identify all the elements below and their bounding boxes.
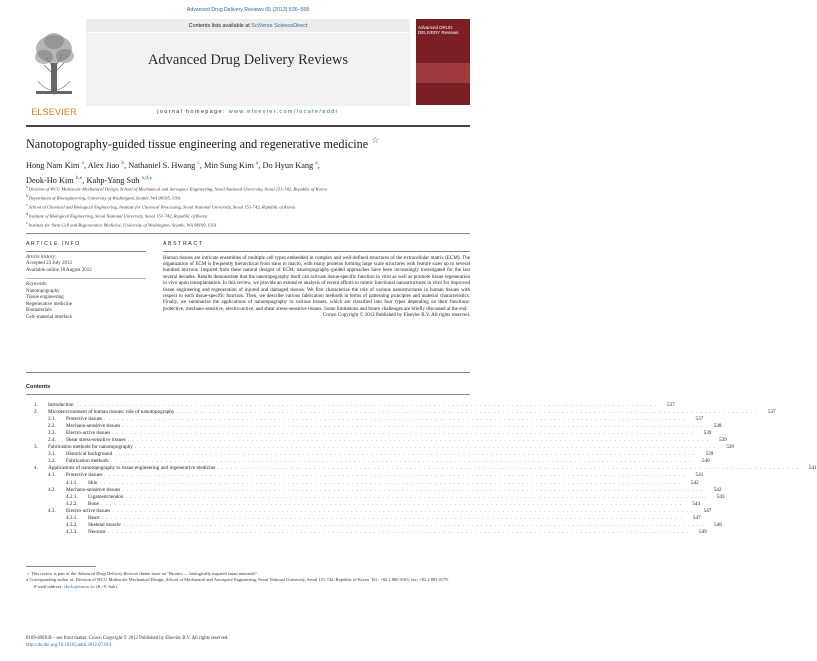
affiliation-item: [26, 220, 470, 229]
affiliations: [26, 184, 470, 229]
abstract-heading: ABSTRACT: [163, 241, 204, 247]
toc-row[interactable]: [26, 514, 701, 522]
journal-citation-header[interactable]: Advanced Drug Delivery Reviews 65 (2013) 536–558: [186, 7, 310, 13]
toc-title[interactable]: Heart: [88, 514, 100, 521]
journal-cover-image[interactable]: [416, 19, 470, 105]
toc-leader-dots: . . . . . . . . . . . . . . . . . . . . . . . . . . . . . . . . . . . . . . . . . . . . . . . . . . . . . . . . . . . . . . . . . . . . . . . . . . . . . . . . . . . . . . . . . . . . . . . . . . . . . . . . . . . . . . . . . . . . . . . . . . . . . . .: [122, 486, 704, 493]
author-affiliation-mark[interactable]: c: [197, 160, 200, 166]
toc-number: 4.2.: [48, 486, 56, 493]
toc-number: 1.: [34, 402, 38, 408]
toc-row[interactable]: [26, 486, 722, 494]
toc-leader-dots: . . . . . . . . . . . . . . . . . . . . . . . . . . . . . . . . . . . . . . . . . . . . . . . . . . . . . . . . . . . . . . . . . . . . . . . . . . . . . . . . . . . . . . . . . . . . . . . . . . . . . . . . . . . . . . . . . . . . . . . . . . . . . . .: [110, 458, 692, 465]
toc-row[interactable]: [26, 493, 725, 501]
author-name[interactable]: Hong Nam Kim: [26, 160, 82, 170]
toc-number: 4.2.1.: [66, 493, 78, 500]
author-affiliation-mark[interactable]: a: [315, 160, 318, 166]
author-affiliation-mark[interactable]: b,e: [75, 175, 83, 182]
toc-row[interactable]: [26, 430, 712, 437]
toc-leader-dots: . . . . . . . . . . . . . . . . . . . . . . . . . . . . . . . . . . . . . . . . . . . . . . . . . . . . . . . . . . . . . . . . . . . . . . . . . . . . . . . . . . . . . . . . . . . . . . . . . . . . . . . . . . . . . . . . . . . . . . . . . . . . . . .: [112, 507, 694, 514]
author-affiliation-mark[interactable]: a,d,⁎: [141, 175, 153, 182]
author-name[interactable]: Min Sung Kim: [204, 160, 256, 170]
toc-row[interactable]: [26, 444, 734, 451]
toc-leader-dots: . . . . . . . . . . . . . . . . . . . . . . . . . . . . . . . . . . . . . . . . . . . . . . . . . . . . . . . . . . . . . . . . . . . . . . . . . . . . . . . . . . . . . . . . . . . . . . . . . . . . . . . . . . . . . . . . . . . . . . . . . . . . . . .: [100, 500, 683, 507]
toc-leader-dots: . . . . . . . . . . . . . . . . . . . . . . . . . . . . . . . . . . . . . . . . . . . . . . . . . . . . . . . . . . . . . . . . . . . . . . . . . . . . . . . . . . . . . . . . . . . . . . . . . . . . . . . . . . . . . . . . . . . . . . . . . . . . . . .: [101, 514, 683, 521]
email-footnote: [26, 584, 470, 590]
contents-rule: [26, 394, 470, 395]
toc-title[interactable]: Protective tissues: [66, 416, 103, 423]
toc-number: 2.4.: [48, 437, 56, 444]
footnote-asterisk-icon: ⁎: [26, 577, 29, 583]
toc-number: 4.2.2.: [66, 500, 78, 507]
publisher-logo[interactable]: [26, 19, 82, 122]
toc-number: 2.: [34, 409, 38, 416]
cover-band: [416, 63, 470, 83]
homepage-prefix: journal homepage:: [157, 109, 229, 115]
toc-page-number[interactable]: 539: [718, 437, 727, 444]
toc-number: 4.1.1.: [66, 479, 78, 486]
author-separator: ,: [124, 160, 129, 170]
toc-page-number[interactable]: 537: [767, 409, 776, 416]
journal-title: Advanced Drug Delivery Reviews: [147, 52, 349, 68]
toc-row[interactable]: [26, 500, 701, 508]
contents-heading: Contents: [26, 384, 51, 390]
toc-page-number[interactable]: 548: [714, 521, 722, 528]
author-affiliation-mark[interactable]: b: [121, 160, 125, 166]
abstract-copyright: Crown Copyright © 2012 Published by Elsevier B.V. All rights reserved.: [322, 312, 470, 319]
article-history: [26, 255, 146, 275]
author-list: [26, 157, 470, 188]
abstract-section: [163, 241, 470, 319]
keyword-item: Biomaterials: [26, 308, 52, 314]
toc-title[interactable]: Skeletal muscle: [88, 521, 121, 528]
toc-page-number[interactable]: 539: [705, 451, 714, 458]
corresponding-text: Corresponding author at: Division of WCU Multiscale Mechanical Design, School of Mechanical and Aerospace Engineering, Seoul National University, Seoul 151-742, Republic of Korea. Tel.: +82 2 880 9103; fax: +82 2 883 0179.: [29, 577, 449, 583]
toc-leader-dots: . . . . . . . . . . . . . . . . . . . . . . . . . . . . . . . . . . . . . . . . . . . . . . . . . . . . . . . . . . . . . . . . . . . . . . . . . . . . . . . . . . . . . . . . . . . . . . . . . . . . . . . . . . . . . . . . . . . . . . . . . . . . . . .: [112, 430, 694, 437]
affiliation-text: Institute of Biological Engineering, Seoul National University, Seoul 151-742, Republic of Korea: [28, 213, 208, 219]
toc-page-number[interactable]: 547: [692, 514, 701, 521]
toc-leader-dots: . . . . . . . . . . . . . . . . . . . . . . . . . . . . . . . . . . . . . . . . . . . . . . . . . . . . . . . . . . . . . . . . . . . . . . . . . . . . . . . . . . . . . . . . . . . . . . . . . . . . . . . . . . . . . . . . . . . . . . . . . . . . . . .: [104, 472, 686, 479]
author-separator: ,: [82, 176, 87, 186]
keyword-item: Tissue engineering: [26, 295, 64, 301]
star-note-prefix: This review is part of the: [31, 571, 78, 576]
toc-number: 2.2.: [48, 423, 56, 430]
journal-homepage-line: [86, 109, 410, 115]
toc-number: 4.3.: [48, 507, 56, 514]
affiliation-mark: c: [26, 203, 29, 208]
toc-leader-dots: . . . . . . . . . . . . . . . . . . . . . . . . . . . . . . . . . . . . . . . . . . . . . . . . . . . . . . . . . . . . . . . . . . . . . . . . . . . . . . . . . . . . . . . . . . . . . . . . . . . . . . . . . . . . . . . . . . . . . . . . . . . . . . .: [134, 444, 716, 451]
toc-title[interactable]: Fabrication methods for nanotopography: [48, 444, 133, 451]
article-info: [26, 241, 146, 322]
toc-page-number[interactable]: 541: [695, 472, 704, 479]
author-name[interactable]: Deok-Ho Kim: [26, 176, 76, 186]
author-affiliation-mark[interactable]: a: [255, 160, 259, 166]
affiliation-text: Institute for Stem Cell and Regenerative Medicine, University of Washington, Seattle, WA 98109, USA: [28, 222, 217, 228]
toc-page-number[interactable]: 541: [808, 465, 817, 472]
elsevier-tree-icon: [32, 29, 76, 97]
email-suffix: (K.-Y. Suh).: [94, 583, 119, 589]
contents-prefix: Contents lists available at: [188, 22, 252, 29]
issn-line: 0169-409X/$ – see front matter. Crown Copyright © 2012 Published by Elsevier B.V. All rights reserved.: [26, 636, 229, 641]
toc-number: 3.: [34, 444, 38, 451]
toc-page-number[interactable]: 539: [726, 444, 734, 451]
toc-row[interactable]: [26, 451, 714, 458]
contents-available-line: [86, 19, 410, 32]
toc-leader-dots: . . . . . . . . . . . . . . . . . . . . . . . . . . . . . . . . . . . . . . . . . . . . . . . . . . . . . . . . . . . . . . . . . . . . . . . . . . . . . . . . . . . . . . . . . . . . . . . . . . . . . . . . . . . . . . . . . . . . . . . . . . . . . . .: [125, 493, 707, 500]
toc-page-number[interactable]: 540: [701, 458, 710, 465]
toc-title[interactable]: Neurons: [88, 528, 106, 535]
keyword-item: Regenerative medicine: [26, 301, 72, 307]
toc-title[interactable]: Protective tissues: [66, 472, 103, 479]
affiliation-item: [26, 202, 470, 211]
toc-number: 2.3.: [48, 430, 56, 437]
toc-row[interactable]: [26, 416, 704, 423]
author-affiliation-mark[interactable]: a: [81, 160, 84, 166]
toc-number: 4.3.3.: [66, 528, 78, 535]
affiliation-mark: e: [26, 221, 29, 226]
email-link[interactable]: sky4u@snu.ac.kr: [63, 583, 95, 589]
affiliation-item: [26, 184, 470, 193]
toc-title[interactable]: Electro-active tissues: [66, 507, 111, 514]
journal-header: [26, 19, 470, 122]
affiliations-divider: [26, 233, 470, 234]
affiliation-text: School of Chemical and Biological Engineering, Institute for Chemical Processing, Seoul National University, Seoul 151-742, Republic of Korea: [28, 204, 296, 210]
journal-masthead: [86, 19, 410, 122]
toc-page-number[interactable]: 549: [698, 528, 707, 535]
article-title-text: Nanotopography-guided tissue engineering and regenerative medicine: [26, 137, 369, 152]
toc-row[interactable]: [26, 521, 722, 529]
toc-page-number[interactable]: 547: [703, 507, 712, 514]
toc-title[interactable]: Mechano-sensitive tissues: [66, 423, 121, 430]
toc-leader-dots: . . . . . . . . . . . . . . . . . . . . . . . . . . . . . . . . . . . . . . . . . . . . . . . . . . . . . . . . . . . . . . . . . . . . . . . . . . . . . . . . . . . . . . . . . . . . . . . . . . . . . . . . . . . . . . . . . . . . . . . . . . . . . . .: [176, 409, 758, 416]
toc-row[interactable]: [26, 409, 776, 416]
email-label: E-mail address:: [34, 583, 64, 589]
toc-row[interactable]: [26, 402, 675, 409]
affiliation-mark: a: [26, 185, 29, 189]
footnote-star-icon: ☆: [26, 571, 31, 576]
abstract-text: Human tissues are intricate ensembles of multiple cell types embedded in complex and well-defined structures of the extracellular matrix (ECM). The organization of ECM is frequently hierarchical from nano to macro, with many proteins forming large scale structures with feature sizes up to several hundred microns. Inspired from these natural designs of ECM, nanotopography-guided approaches have been increasingly investigated for the last several decades. Results demonstrate that the nanotopography itself can activate tissue-specific function in vitro as well as promote tissue regeneration in vivo upon transplantation. In this review, we provide an extensive analysis of recent efforts to mimic functional nanostructures in vitro for improved tissue engineering and regeneration of injured and damaged tissues. We first characterize the role of various nanostructures in human tissues with respect to each tissue-specific function. Then, we describe various fabrication methods in terms of patterning principles and material characteristics. Finally, we summarize the applications of nanotopography to various tissues, which are classified into four types depending on their functions: protective, mechano-sensitive, electro-active, and shear stress-sensitive tissues. Some limitations and future challenges are briefly discussed at the end.: [163, 254, 470, 312]
toc-number: 4.1.: [48, 472, 56, 479]
affiliation-text: Division of WCU Multiscale Mechanical Design, School of Mechanical and Aerospace Engineering, Seoul National University, Seoul 151-742, Republic of Korea: [28, 186, 327, 192]
cover-title: Advanced DRUG DELIVERY Reviews: [418, 25, 459, 36]
toc-title[interactable]: Ligament/tendon: [88, 493, 124, 500]
toc-title[interactable]: Bone: [88, 500, 99, 507]
sciencedirect-link[interactable]: SciVerse ScienceDirect: [251, 22, 308, 29]
toc-title[interactable]: Historical background: [66, 451, 113, 458]
history-label: Article history:: [26, 254, 57, 260]
elsevier-wordmark: ELSEVIER: [31, 107, 77, 117]
toc-title[interactable]: Mechano-sensitive tissues: [66, 486, 121, 493]
keywords-list: [26, 289, 146, 322]
author-name[interactable]: Nathaniel S. Hwang: [128, 160, 198, 170]
toc-page-number[interactable]: 543: [716, 493, 725, 500]
toc-leader-dots: . . . . . . . . . . . . . . . . . . . . . . . . . . . . . . . . . . . . . . . . . . . . . . . . . . . . . . . . . . . . . . . . . . . . . . . . . . . . . . . . . . . . . . . . . . . . . . . . . . . . . . . . . . . . . . . . . . . . . . . . . . . . . . .: [104, 416, 686, 423]
keywords-label: Keywords:: [26, 281, 48, 287]
toc-leader-dots: . . . . . . . . . . . . . . . . . . . . . . . . . . . . . . . . . . . . . . . . . . . . . . . . . . . . . . . . . . . . . . . . . . . . . . . . . . . . . . . . . . . . . . . . . . . . . . . . . . . . . . . . . . . . . . . . . . . . . . . . . . . . . . .: [99, 479, 681, 486]
toc-row[interactable]: [26, 507, 712, 515]
toc-row[interactable]: [26, 472, 704, 479]
star-note-journal: Advanced Drug Delivery Reviews: [77, 571, 139, 576]
abstract-divider: [26, 372, 470, 373]
keyword-item: Nanotopography: [26, 288, 60, 294]
toc-title[interactable]: Microenvironment of human tissues: role of nanotopography: [48, 409, 175, 416]
author-separator: ,: [199, 160, 205, 170]
affiliation-mark: b: [26, 194, 29, 199]
toc-title[interactable]: Shear stress-sensitive tissues: [66, 437, 126, 444]
toc-leader-dots: . . . . . . . . . . . . . . . . . . . . . . . . . . . . . . . . . . . . . . . . . . . . . . . . . . . . . . . . . . . . . . . . . . . . . . . . . . . . . . . . . . . . . . . . . . . . . . . . . . . . . . . . . . . . . . . . . . . . . . . . . . . . . . .: [107, 528, 689, 535]
toc-title[interactable]: Fabrication methods: [66, 458, 109, 465]
toc-number: 3.2.: [48, 458, 56, 465]
toc-number: 2.1.: [48, 416, 56, 423]
toc-row[interactable]: [26, 465, 817, 472]
toc-title[interactable]: Electro-active tissues: [66, 430, 111, 437]
toc-title[interactable]: Applications of nanotopography to tissue engineering and regenerative medicine: [48, 465, 216, 472]
author-name[interactable]: Alex Jiao: [87, 160, 122, 170]
footnote-rule: [26, 566, 96, 567]
article-title: [26, 135, 470, 152]
star-note-suffix: theme issue on "Bionics — biologically inspired smart materials".: [138, 571, 259, 576]
toc-leader-dots: . . . . . . . . . . . . . . . . . . . . . . . . . . . . . . . . . . . . . . . . . . . . . . . . . . . . . . . . . . . . . . . . . . . . . . . . . . . . . . . . . . . . . . . . . . . . . . . . . . . . . . . . . . . . . . . . . . . . . . . . . . . . . . .: [127, 437, 709, 444]
toc-leader-dots: . . . . . . . . . . . . . . . . . . . . . . . . . . . . . . . . . . . . . . . . . . . . . . . . . . . . . . . . . . . . . . . . . . . . . . . . . . . . . . . . . . . . . . . . . . . . . . . . . . . . . . . . . . . . . . . . . . . . . . . . . . . . . . .: [122, 521, 704, 528]
toc-page-number[interactable]: 537: [695, 416, 704, 423]
toc-page-number[interactable]: 542: [713, 486, 722, 493]
front-matter-meta: [26, 636, 470, 649]
abstract-rule: [163, 251, 470, 252]
author-separator: ,: [317, 160, 320, 170]
accepted-date: Accepted 23 July 2012: [26, 261, 72, 267]
affiliation-item: [26, 193, 470, 202]
toc-number: 4.3.1.: [66, 514, 78, 521]
journal-homepage-link[interactable]: www.elsevier.com/locate/addr: [228, 109, 339, 115]
toc-row[interactable]: [26, 423, 722, 430]
history-rule: [26, 278, 146, 279]
toc-row[interactable]: [26, 528, 707, 536]
table-of-contents: [26, 402, 817, 536]
toc-number: 4.3.2.: [66, 521, 78, 528]
affiliation-text: Department of Bioengineering, University of Washington, Seattle, WA 98195, USA: [28, 195, 181, 201]
author-name[interactable]: Do Hyun Kang: [262, 160, 316, 170]
journal-title-strip: [86, 33, 410, 106]
toc-title[interactable]: Skin: [88, 479, 98, 486]
title-footnote-mark[interactable]: ☆: [371, 135, 380, 145]
article-info-rule: [26, 251, 146, 252]
toc-page-number[interactable]: 537: [666, 402, 675, 408]
authors-line-1: [26, 157, 470, 172]
author-separator: ,: [258, 160, 263, 170]
header-divider: [26, 125, 470, 127]
toc-number: 3.1.: [48, 451, 56, 458]
keyword-item: Cell–material interface: [26, 314, 72, 320]
toc-leader-dots: . . . . . . . . . . . . . . . . . . . . . . . . . . . . . . . . . . . . . . . . . . . . . . . . . . . . . . . . . . . . . . . . . . . . . . . . . . . . . . . . . . . . . . . . . . . . . . . . . . . . . . . . . . . . . . . . . . . . . . . . . . . . . . .: [75, 402, 657, 408]
available-date: Available online 18 August 2012: [26, 267, 92, 273]
keywords-block: [26, 282, 146, 322]
affiliation-mark: d: [26, 212, 29, 217]
author-name[interactable]: Kahp-Yang Suh: [86, 176, 142, 186]
toc-leader-dots: . . . . . . . . . . . . . . . . . . . . . . . . . . . . . . . . . . . . . . . . . . . . . . . . . . . . . . . . . . . . . . . . . . . . . . . . . . . . . . . . . . . . . . . . . . . . . . . . . . . . . . . . . . . . . . . . . . . . . . . . . . . . . . .: [217, 465, 799, 472]
article-info-heading: ARTICLE INFO: [26, 241, 81, 247]
toc-leader-dots: . . . . . . . . . . . . . . . . . . . . . . . . . . . . . . . . . . . . . . . . . . . . . . . . . . . . . . . . . . . . . . . . . . . . . . . . . . . . . . . . . . . . . . . . . . . . . . . . . . . . . . . . . . . . . . . . . . . . . . . . . . . . . . .: [122, 423, 704, 430]
toc-page-number[interactable]: 539: [703, 430, 712, 437]
toc-leader-dots: . . . . . . . . . . . . . . . . . . . . . . . . . . . . . . . . . . . . . . . . . . . . . . . . . . . . . . . . . . . . . . . . . . . . . . . . . . . . . . . . . . . . . . . . . . . . . . . . . . . . . . . . . . . . . . . . . . . . . . . . . . . . . . .: [114, 451, 696, 458]
toc-page-number[interactable]: 538: [713, 423, 722, 430]
toc-page-number[interactable]: 544: [692, 500, 701, 507]
toc-page-number[interactable]: 542: [690, 479, 699, 486]
toc-row[interactable]: [26, 479, 699, 487]
affiliation-item: [26, 211, 470, 220]
toc-number: 4.: [34, 465, 38, 472]
footnotes: [26, 571, 470, 590]
doi-link[interactable]: http://dx.doi.org/10.1016/j.addr.2012.07.014: [26, 642, 112, 648]
toc-title[interactable]: Introduction: [48, 402, 74, 408]
author-separator: ,: [84, 160, 88, 170]
